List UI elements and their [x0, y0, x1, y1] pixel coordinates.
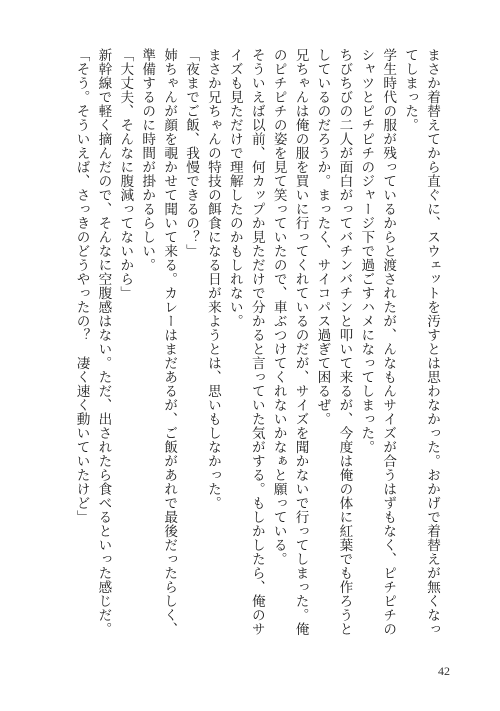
paragraph-8: 新幹線で軽く摘んだので、そんなに空腹感はない。ただ、出されたら食べるといった感じだ。 — [95, 48, 112, 636]
paragraph-2: 学生時代の服が残っているからと渡されたが、んなもんサイズが合うはずもなく、ピチピチのシャツとピチピチのジャージ下で過ごすハメになってしまった。 — [358, 48, 397, 636]
dialogue-1: 「夜までご飯、我慢できるの？」 — [183, 48, 200, 258]
vertical-text-body — [50, 48, 442, 648]
dialogue-2: 「大丈夫、そんなに腹減ってないから」 — [117, 48, 134, 300]
paragraph-1: まさか着替えてから直ぐに、スウェットを汚すとは思わなかった。おかげで着替えが無くなってしまった。 — [402, 48, 440, 636]
dialogue-3: 「そう。そういえば、さっきのどうやったの？ 凄く速く動いていたけど」 — [73, 48, 90, 524]
paragraph-4: 兄ちゃんは俺の服を買いに行ってくれているのだが、サイズを聞かないで行ってしまった。俺のピチピチの姿を見て笑っていたので、車ぶつけてくれないかなぁと願っている。 — [270, 48, 309, 636]
page-number: 42 — [438, 664, 450, 678]
paragraph-5: そういえば以前、何カップか見ただけで分かると言っていた気がする。もしかしたら、俺のサイズも見ただけで理解したのかもしれない。 — [226, 48, 265, 636]
paragraph-7: 姉ちゃんが顔を覗かせて聞いて来る。カレーはまだあるが、ご飯があれで最後だったらしく、準備するのに時間が掛かるらしい。 — [139, 48, 178, 636]
paragraph-6: まさか兄ちゃんの特技の餌食になる日が来ようとは、思いもしなかった。 — [204, 48, 221, 510]
paragraph-3: ちびちびの二人が面白がってバチンバチンと叩いて来るが、今度は俺の体に紅葉でも作ろうとしているのだろうか。まったく、サイコパス過ぎて困るぜ。 — [314, 48, 353, 636]
